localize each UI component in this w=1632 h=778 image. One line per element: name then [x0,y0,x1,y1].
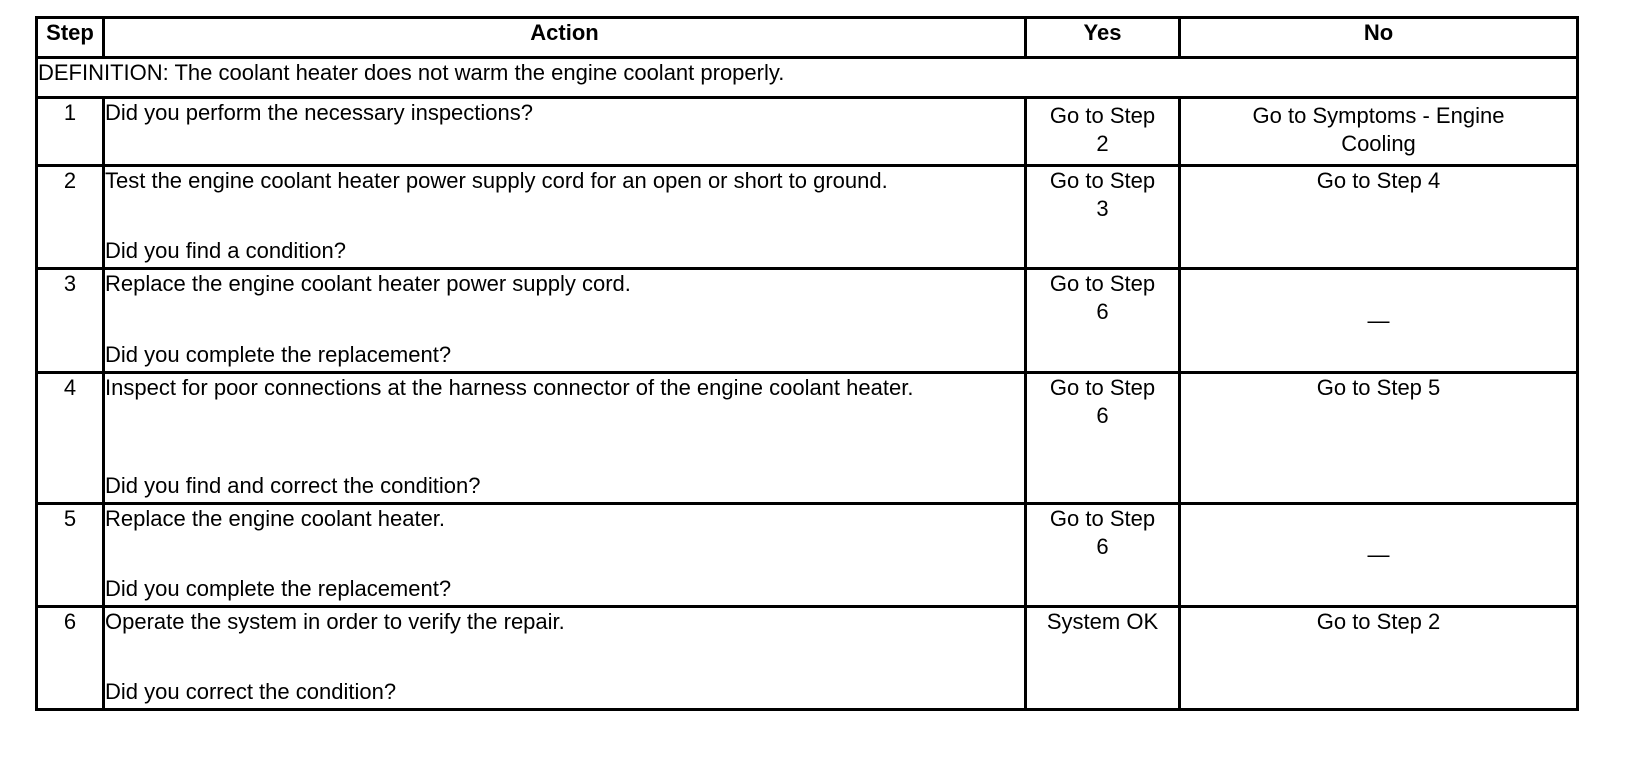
action-question: Did you find a condition? [105,238,346,263]
table-row [37,504,1578,607]
yes-cell [1026,98,1180,166]
no-text: Go to Step 2 [1316,609,1441,634]
action-cell [104,607,1026,710]
table-row [37,98,1578,166]
no-cell [1180,373,1578,504]
yes-cell [1026,373,1180,504]
step-number: 2 [37,166,104,269]
action-question: Did you find and correct the condition? [105,473,481,498]
action-cell [104,373,1026,504]
action-cell [104,166,1026,269]
action-cell [104,504,1026,607]
action-cell [104,269,1026,373]
action-instruction: Test the engine coolant heater power supply cord for an open or short to ground. [105,168,888,193]
yes-cell [1026,504,1180,607]
action-question: Did you correct the condition? [105,679,397,704]
no-text: Go to Step 4 [1316,168,1441,193]
table-row [37,607,1578,710]
no-cell [1180,98,1578,166]
header-step: Step [37,18,104,58]
yes-text: Go to Step 6 [1049,271,1156,324]
step-number: 3 [37,269,104,373]
action-instruction: Inspect for poor connections at the harness connector of the engine coolant heater. [105,375,914,400]
yes-cell [1026,166,1180,269]
table-row [37,166,1578,269]
action-instruction: Replace the engine coolant heater. [105,506,446,531]
header-yes: Yes [1026,18,1180,58]
no-text: Go to Step 5 [1316,375,1441,400]
no-text: — [1367,542,1390,567]
yes-text: System OK [1046,609,1159,634]
yes-text: Go to Step 6 [1049,506,1156,559]
header-no: No [1180,18,1578,58]
action-instruction: Did you perform the necessary inspections? [105,100,533,125]
diagnostic-table [35,16,1579,711]
step-number: 6 [37,607,104,710]
no-cell [1180,269,1578,373]
step-number: 4 [37,373,104,504]
definition-text: DEFINITION: The coolant heater does not warm the engine coolant properly. [37,58,1578,98]
action-instruction: Replace the engine coolant heater power supply cord. [105,271,631,296]
action-question: Did you complete the replacement? [105,342,452,367]
action-question: Did you complete the replacement? [105,576,452,601]
action-instruction: Operate the system in order to verify the repair. [105,609,565,634]
no-text: Go to Symptoms - Engine Cooling [1252,103,1505,156]
no-cell [1180,166,1578,269]
no-cell [1180,504,1578,607]
yes-text: Go to Step 3 [1049,168,1156,221]
definition-row [37,58,1578,98]
table-row [37,269,1578,373]
action-cell [104,98,1026,166]
yes-cell [1026,269,1180,373]
yes-cell [1026,607,1180,710]
no-text: — [1367,307,1390,333]
no-cell [1180,607,1578,710]
step-number: 1 [37,98,104,166]
yes-text: Go to Step 2 [1049,103,1156,156]
step-number: 5 [37,504,104,607]
header-action: Action [104,18,1026,58]
header-row [37,18,1578,58]
yes-text: Go to Step 6 [1049,375,1156,428]
table-row [37,373,1578,504]
